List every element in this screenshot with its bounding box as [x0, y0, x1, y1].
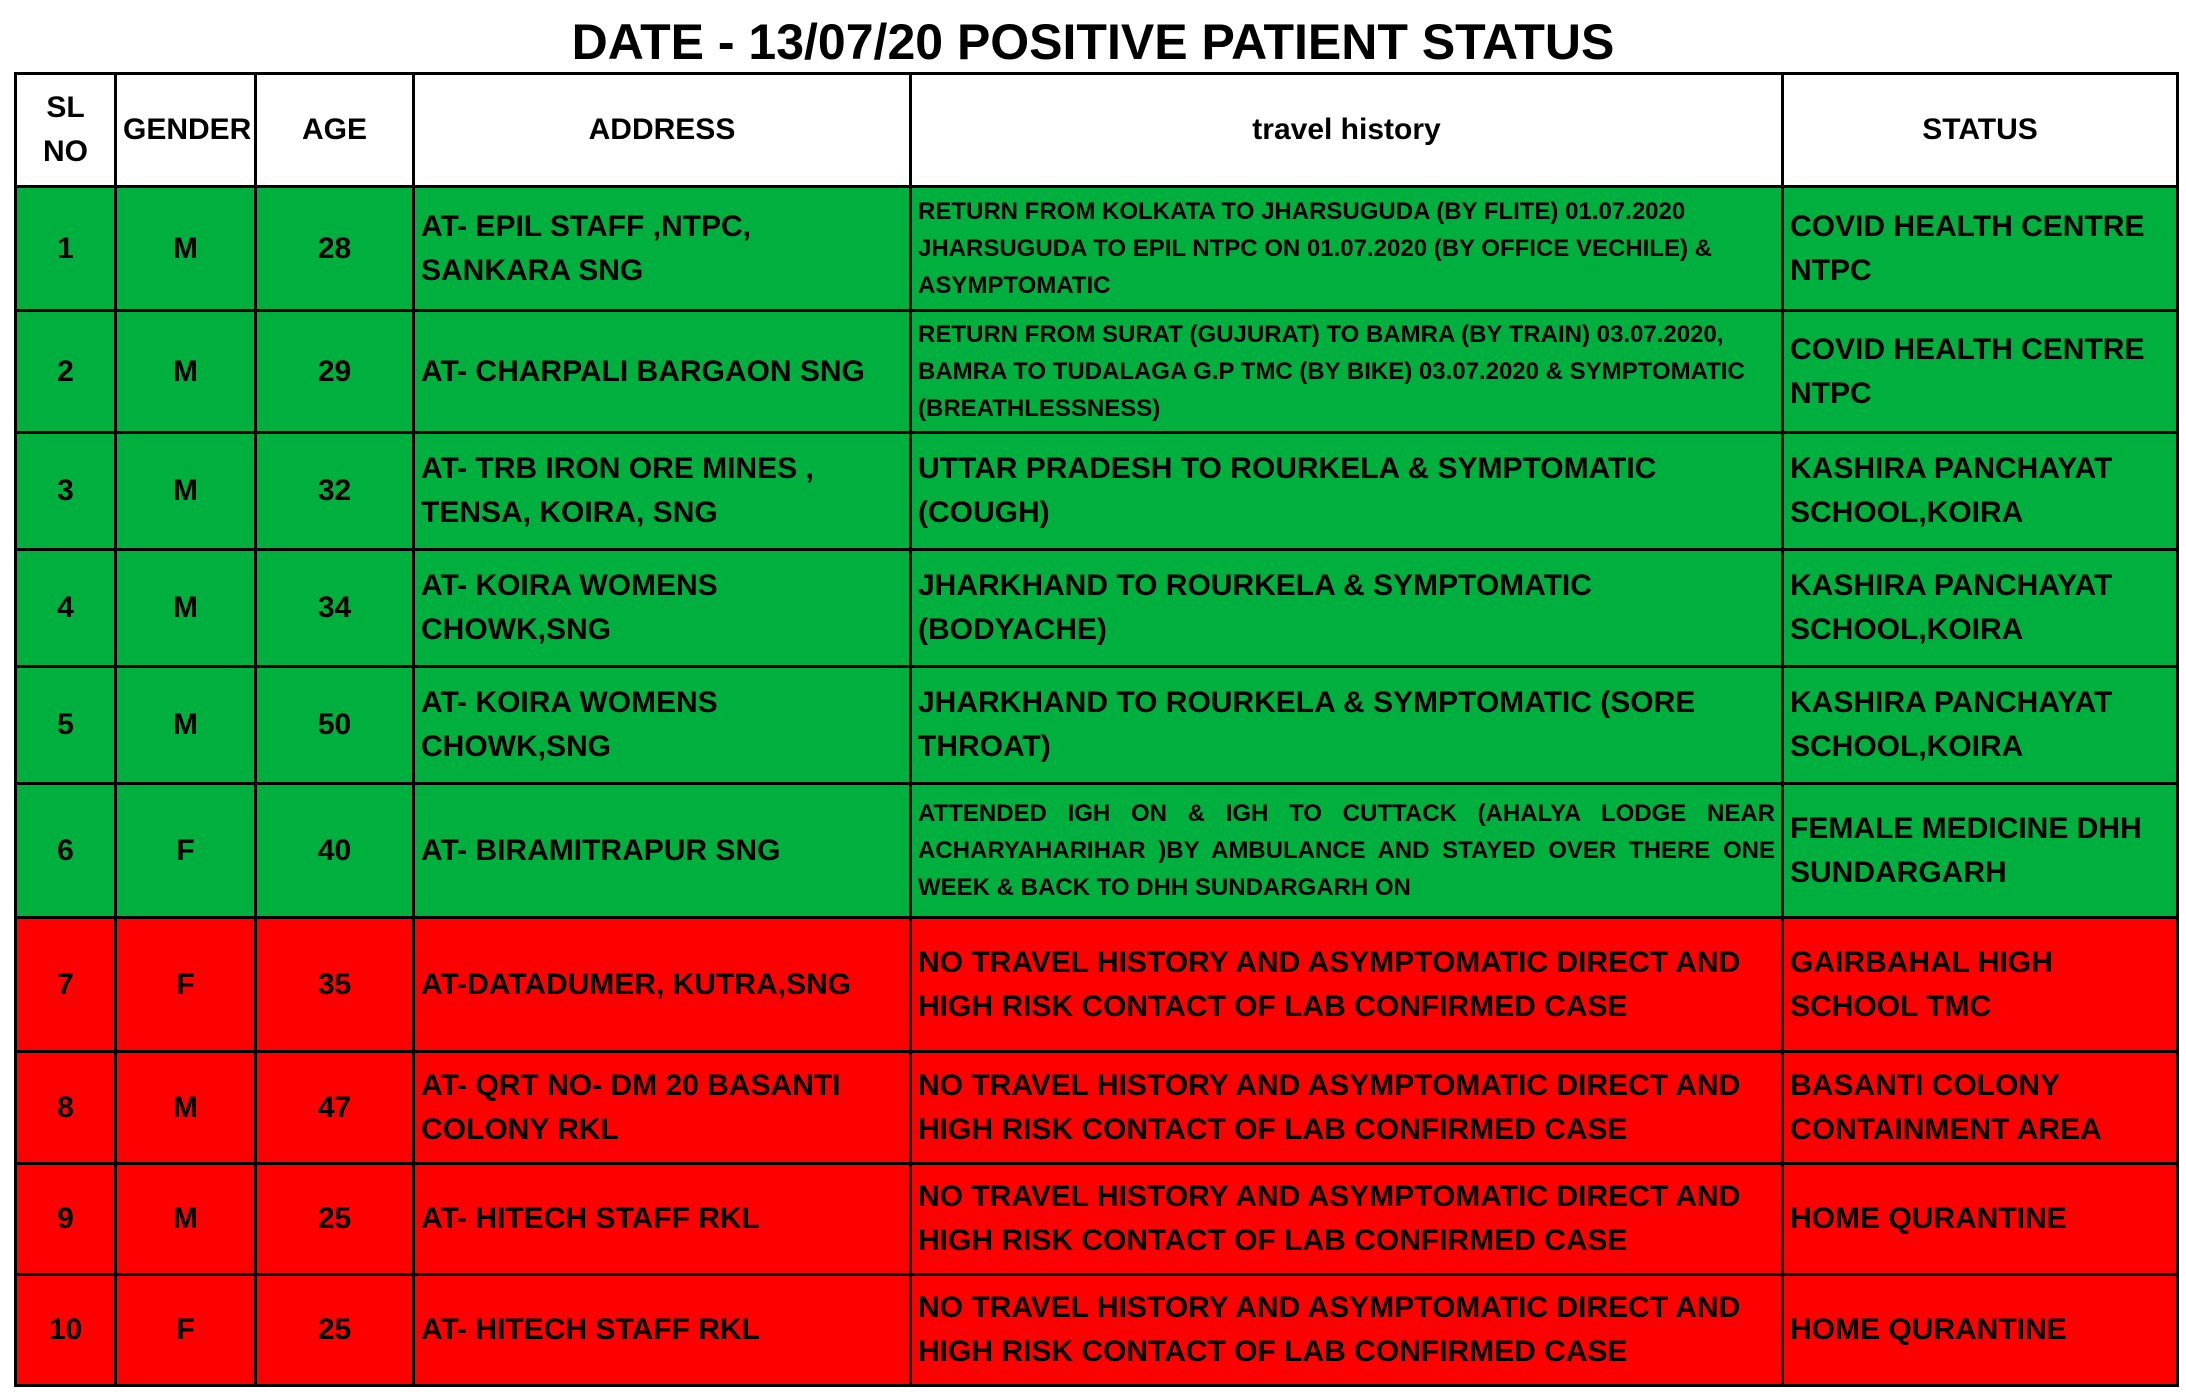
- cell-sl-no: 5: [16, 667, 116, 784]
- table-row: [16, 433, 2178, 550]
- cell-gender: M: [116, 187, 256, 311]
- cell-gender: M: [116, 433, 256, 550]
- header-age: AGE: [256, 74, 414, 187]
- cell-age: 25: [256, 1164, 414, 1275]
- table-row: [16, 311, 2178, 433]
- header-status: STATUS: [1783, 74, 2178, 187]
- cell-travel-history: ATTENDED IGH ON & IGH TO CUTTACK (AHALYA LODGE NEAR ACHARYAHARIHAR )BY AMBULANCE AND STAYED OVER THERE ONE WEEK & BACK TO DHH SUNDARGARH ON: [911, 784, 1783, 918]
- header-address: ADDRESS: [414, 74, 911, 187]
- cell-travel-history: UTTAR PRADESH TO ROURKELA & SYMPTOMATIC (COUGH): [911, 433, 1783, 550]
- cell-address: AT- KOIRA WOMENS CHOWK,SNG: [414, 667, 911, 784]
- table-row: [16, 667, 2178, 784]
- cell-gender: M: [116, 311, 256, 433]
- cell-gender: F: [116, 918, 256, 1052]
- cell-status: HOME QURANTINE: [1783, 1164, 2178, 1275]
- table-row: [16, 918, 2178, 1052]
- cell-status: KASHIRA PANCHAYAT SCHOOL,KOIRA: [1783, 550, 2178, 667]
- cell-age: 29: [256, 311, 414, 433]
- table-header-row: [16, 74, 2178, 187]
- header-travel-history: travel history: [911, 74, 1783, 187]
- table-row: [16, 1275, 2178, 1386]
- cell-age: 47: [256, 1052, 414, 1164]
- cell-address: AT- EPIL STAFF ,NTPC, SANKARA SNG: [414, 187, 911, 311]
- cell-travel-history: JHARKHAND TO ROURKELA & SYMPTOMATIC (BODYACHE): [911, 550, 1783, 667]
- cell-gender: F: [116, 784, 256, 918]
- cell-gender: M: [116, 1164, 256, 1275]
- cell-gender: M: [116, 1052, 256, 1164]
- cell-sl-no: 1: [16, 187, 116, 311]
- cell-status: FEMALE MEDICINE DHH SUNDARGARH: [1783, 784, 2178, 918]
- cell-travel-history: JHARKHAND TO ROURKELA & SYMPTOMATIC (SORE THROAT): [911, 667, 1783, 784]
- cell-status: COVID HEALTH CENTRE NTPC: [1783, 311, 2178, 433]
- cell-travel-history: RETURN FROM KOLKATA TO JHARSUGUDA (BY FLITE) 01.07.2020 JHARSUGUDA TO EPIL NTPC ON 01.07.2020 (BY OFFICE VECHILE) & ASYMPTOMATIC: [911, 187, 1783, 311]
- cell-address: AT- CHARPALI BARGAON SNG: [414, 311, 911, 433]
- cell-status: KASHIRA PANCHAYAT SCHOOL,KOIRA: [1783, 667, 2178, 784]
- cell-sl-no: 8: [16, 1052, 116, 1164]
- cell-sl-no: 9: [16, 1164, 116, 1275]
- cell-age: 25: [256, 1275, 414, 1386]
- table-row: [16, 550, 2178, 667]
- cell-sl-no: 2: [16, 311, 116, 433]
- cell-address: AT- TRB IRON ORE MINES , TENSA, KOIRA, SNG: [414, 433, 911, 550]
- page-title: DATE - 13/07/20 POSITIVE PATIENT STATUS: [571, 14, 1615, 70]
- cell-age: 34: [256, 550, 414, 667]
- cell-sl-no: 4: [16, 550, 116, 667]
- cell-gender: M: [116, 550, 256, 667]
- cell-travel-history: NO TRAVEL HISTORY AND ASYMPTOMATIC DIRECT AND HIGH RISK CONTACT OF LAB CONFIRMED CASE: [911, 1164, 1783, 1275]
- cell-sl-no: 6: [16, 784, 116, 918]
- cell-age: 35: [256, 918, 414, 1052]
- table-row: [16, 1052, 2178, 1164]
- cell-travel-history: NO TRAVEL HISTORY AND ASYMPTOMATIC DIRECT AND HIGH RISK CONTACT OF LAB CONFIRMED CASE: [911, 1275, 1783, 1386]
- cell-address: AT- HITECH STAFF RKL: [414, 1164, 911, 1275]
- table-row: [16, 187, 2178, 311]
- cell-address: AT-DATADUMER, KUTRA,SNG: [414, 918, 911, 1052]
- cell-status: KASHIRA PANCHAYAT SCHOOL,KOIRA: [1783, 433, 2178, 550]
- cell-status: GAIRBAHAL HIGH SCHOOL TMC: [1783, 918, 2178, 1052]
- cell-gender: M: [116, 667, 256, 784]
- cell-age: 28: [256, 187, 414, 311]
- cell-address: AT- BIRAMITRAPUR SNG: [414, 784, 911, 918]
- cell-age: 32: [256, 433, 414, 550]
- cell-travel-history: RETURN FROM SURAT (GUJURAT) TO BAMRA (BY TRAIN) 03.07.2020, BAMRA TO TUDALAGA G.P TMC (BY BIKE) 03.07.2020 & SYMPTOMATIC (BREATHLESSNESS): [911, 311, 1783, 433]
- cell-age: 50: [256, 667, 414, 784]
- cell-address: AT- QRT NO- DM 20 BASANTI COLONY RKL: [414, 1052, 911, 1164]
- table-row: [16, 784, 2178, 918]
- cell-address: AT- HITECH STAFF RKL: [414, 1275, 911, 1386]
- cell-status: BASANTI COLONY CONTAINMENT AREA: [1783, 1052, 2178, 1164]
- header-sl-no: SL NO: [16, 74, 116, 187]
- cell-sl-no: 10: [16, 1275, 116, 1386]
- cell-address: AT- KOIRA WOMENS CHOWK,SNG: [414, 550, 911, 667]
- cell-age: 40: [256, 784, 414, 918]
- header-gender: GENDER: [116, 74, 256, 187]
- cell-status: HOME QURANTINE: [1783, 1275, 2178, 1386]
- cell-status: COVID HEALTH CENTRE NTPC: [1783, 187, 2178, 311]
- cell-sl-no: 7: [16, 918, 116, 1052]
- patient-status-table: [14, 72, 2179, 1387]
- cell-gender: F: [116, 1275, 256, 1386]
- cell-sl-no: 3: [16, 433, 116, 550]
- cell-travel-history: NO TRAVEL HISTORY AND ASYMPTOMATIC DIRECT AND HIGH RISK CONTACT OF LAB CONFIRMED CASE: [911, 1052, 1783, 1164]
- table-row: [16, 1164, 2178, 1275]
- cell-travel-history: NO TRAVEL HISTORY AND ASYMPTOMATIC DIRECT AND HIGH RISK CONTACT OF LAB CONFIRMED CASE: [911, 918, 1783, 1052]
